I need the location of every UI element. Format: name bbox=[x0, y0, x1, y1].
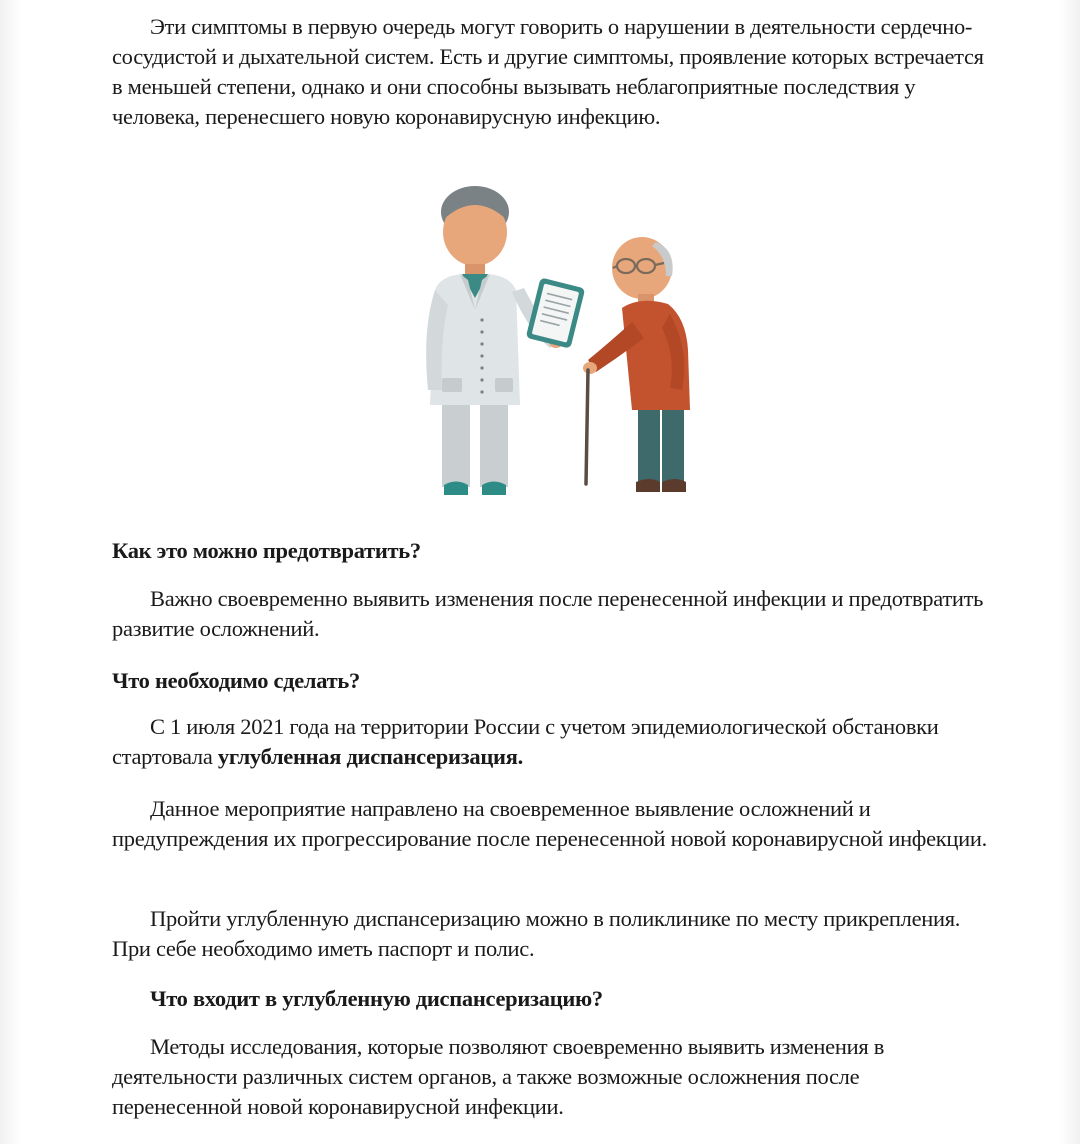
contents-paragraph: Методы исследования, которые позволяют своевременно выявить изменения в деятельности различных систем органов, а также возможные осложнения после перенесенной новой коронавирусной инфекции. bbox=[112, 1034, 885, 1119]
doctor-and-patient-illustration bbox=[400, 180, 740, 510]
prevention-paragraph: Важно своевременно выявить изменения после перенесенной инфекции и предотвратить развитие осложнений. bbox=[112, 586, 984, 641]
action-paragraph bbox=[112, 712, 992, 772]
intro-paragraph: Эти симптомы в первую очередь могут говорить о нарушении в деятельности сердечно-сосудистой и дыхательной систем. Есть и другие симптомы, проявление которых встречается в меньшей степени, однако и они способны вызывать неблагоприятные последствия у человека, перенесшего новую коронавирусную инфекцию. bbox=[112, 14, 984, 129]
action-highlight: углубленная диспансеризация. bbox=[217, 744, 523, 769]
prevention-heading: Как это можно предотвратить? bbox=[112, 538, 421, 563]
action-heading: Что необходимо сделать? bbox=[112, 668, 360, 693]
purpose-paragraph: Данное мероприятие направлено на своевременное выявление осложнений и предупреждения их прогрессирование после перенесенной новой коронавирусной инфекции. bbox=[112, 796, 987, 851]
doctor-figure bbox=[426, 186, 585, 495]
elderly-patient-figure bbox=[583, 237, 690, 492]
contents-heading: Что входит в углубленную диспансеризацию? bbox=[150, 986, 603, 1011]
where-paragraph: Пройти углубленную диспансеризацию можно в поликлинике по месту прикрепления. При себе необходимо иметь паспорт и полис. bbox=[112, 906, 961, 961]
action-text: С 1 июля 2021 года на территории России с учетом эпидемиологической обстановки стартовала bbox=[112, 714, 939, 769]
